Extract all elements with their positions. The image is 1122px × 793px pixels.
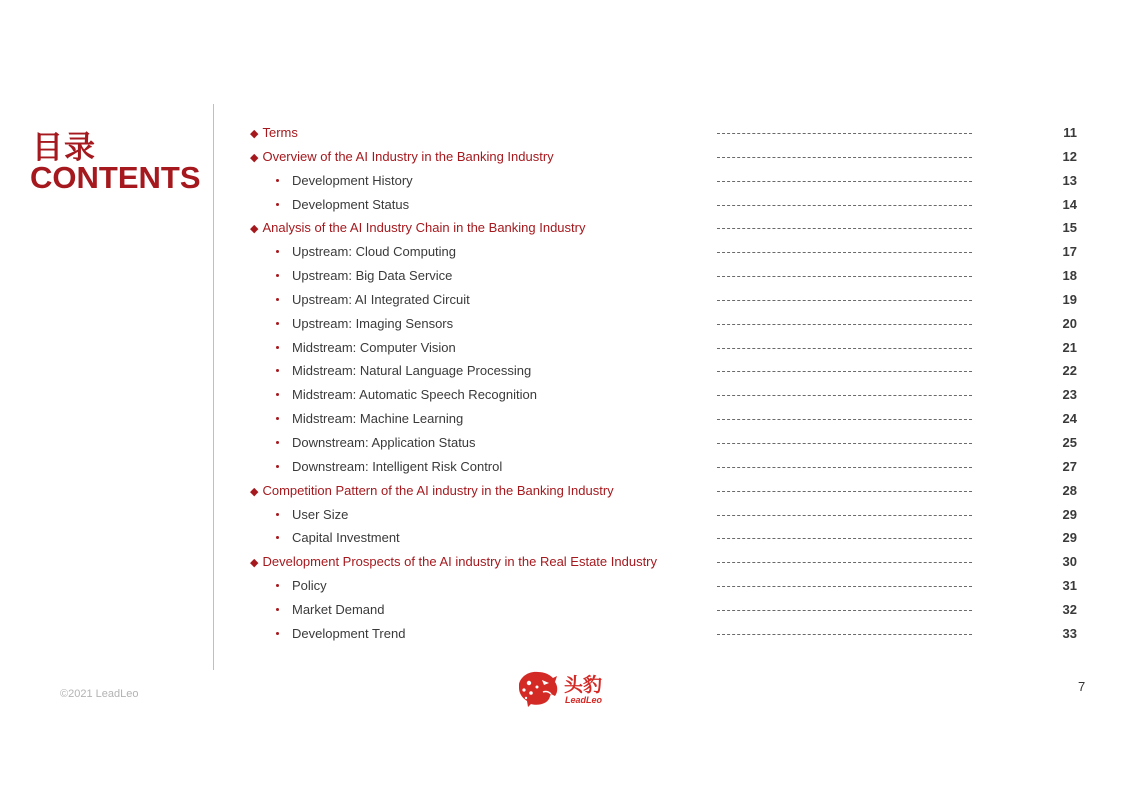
dot-bullet-icon <box>276 608 279 611</box>
toc-subsection-row[interactable] <box>250 289 1080 313</box>
toc-entry-text: Upstream: Imaging Sensors <box>292 315 454 331</box>
dotted-leader <box>717 252 972 253</box>
toc-subsection-row[interactable] <box>250 384 1080 408</box>
toc-entry-label <box>292 340 456 355</box>
toc-entry-text: Downstream: Intelligent Risk Control <box>292 458 503 474</box>
toc-entry-text: Development Status <box>292 196 410 212</box>
toc-subsection-row[interactable] <box>250 170 1080 194</box>
dot-bullet-icon <box>276 322 279 325</box>
toc-subsection-row[interactable] <box>250 623 1080 647</box>
toc-entry-text: Competition Pattern of the AI industry in the Banking Industry <box>262 482 614 498</box>
dotted-leader <box>717 157 972 158</box>
toc-section-row[interactable] <box>250 217 1080 241</box>
toc-page-number: 15 <box>1062 220 1077 236</box>
toc-page-number: 21 <box>1062 339 1077 355</box>
diamond-bullet-icon: ◆ <box>250 151 259 164</box>
toc-entry-label <box>292 578 327 593</box>
toc-entry-text: Development Prospects of the AI industry in the Real Estate Industry <box>262 554 658 570</box>
toc-page-number: 25 <box>1062 434 1077 450</box>
dot-bullet-icon <box>276 369 279 372</box>
toc-entry-text: Upstream: AI Integrated Circuit <box>292 291 470 307</box>
toc-subsection-row[interactable] <box>250 504 1080 528</box>
title-chinese: 目录 <box>32 130 96 166</box>
dot-bullet-icon <box>276 203 279 206</box>
toc-page-number: 19 <box>1062 291 1077 307</box>
toc-section-row[interactable] <box>250 146 1080 170</box>
dot-bullet-icon <box>276 513 279 516</box>
toc-entry-text: Development Trend <box>292 625 406 641</box>
dotted-leader <box>717 443 972 444</box>
toc-entry-label <box>292 363 531 378</box>
dotted-leader <box>717 348 972 349</box>
diamond-bullet-icon: ◆ <box>250 485 259 498</box>
dot-bullet-icon <box>276 632 279 635</box>
toc-entry-label <box>292 459 502 474</box>
dotted-leader <box>717 467 972 468</box>
toc-entry-label <box>250 220 585 235</box>
toc-entry-text: Upstream: Cloud Computing <box>292 244 457 260</box>
dotted-leader <box>717 228 972 229</box>
toc-entry-text: Midstream: Automatic Speech Recognition <box>292 387 537 403</box>
toc-subsection-row[interactable] <box>250 575 1080 599</box>
toc-subsection-row[interactable] <box>250 337 1080 361</box>
dot-bullet-icon <box>276 584 279 587</box>
toc-page-number: 28 <box>1062 482 1077 498</box>
dotted-leader <box>717 419 972 420</box>
dotted-leader <box>717 276 972 277</box>
toc-entry-label <box>292 244 456 259</box>
dot-bullet-icon <box>276 179 279 182</box>
dot-bullet-icon <box>276 417 279 420</box>
dotted-leader <box>717 181 972 182</box>
dot-bullet-icon <box>276 250 279 253</box>
vertical-divider <box>213 104 214 670</box>
toc-entry-label <box>250 125 298 140</box>
diamond-bullet-icon: ◆ <box>250 557 259 570</box>
toc-entry-text: Capital Investment <box>292 530 400 546</box>
toc-subsection-row[interactable] <box>250 527 1080 551</box>
toc-entry-text: Midstream: Computer Vision <box>292 339 456 355</box>
toc-entry-text: Terms <box>262 125 298 140</box>
toc-page-number: 13 <box>1062 172 1077 188</box>
toc-entry-label <box>292 173 413 188</box>
dot-bullet-icon <box>276 393 279 396</box>
toc-page-number: 22 <box>1062 363 1077 379</box>
toc-page-number: 14 <box>1062 196 1077 212</box>
dotted-leader <box>717 324 972 325</box>
toc-section-row[interactable] <box>250 480 1080 504</box>
toc-entry-label <box>250 483 614 498</box>
dot-bullet-icon <box>276 298 279 301</box>
dotted-leader <box>717 610 972 611</box>
toc-entry-label <box>292 530 400 545</box>
toc-subsection-row[interactable] <box>250 265 1080 289</box>
toc-entry-label <box>292 411 463 426</box>
dotted-leader <box>717 205 972 206</box>
toc-section-row[interactable] <box>250 551 1080 575</box>
toc-entry-label <box>292 387 537 402</box>
toc-subsection-row[interactable] <box>250 599 1080 623</box>
dotted-leader <box>717 395 972 396</box>
toc-entry-label <box>292 626 405 641</box>
leopard-head-icon <box>516 668 560 708</box>
dotted-leader <box>717 300 972 301</box>
dotted-leader <box>717 562 972 563</box>
dotted-leader <box>717 133 972 134</box>
leadleo-logo <box>516 668 616 708</box>
toc-page-number: 24 <box>1062 411 1077 427</box>
dotted-leader <box>717 634 972 635</box>
toc-page-number: 29 <box>1062 530 1077 546</box>
toc-subsection-row[interactable] <box>250 194 1080 218</box>
toc-entry-label <box>292 292 470 307</box>
toc-entry-label <box>292 316 453 331</box>
toc-entry-text: Midstream: Natural Language Processing <box>292 363 532 379</box>
table-of-contents <box>250 122 1080 647</box>
diamond-bullet-icon: ◆ <box>250 223 259 236</box>
toc-subsection-row[interactable] <box>250 360 1080 384</box>
toc-subsection-row[interactable] <box>250 241 1080 265</box>
toc-entry-text: Development History <box>292 172 413 188</box>
toc-subsection-row[interactable] <box>250 408 1080 432</box>
toc-page-number: 31 <box>1062 578 1077 594</box>
toc-entry-text: Upstream: Big Data Service <box>292 268 453 284</box>
toc-entry-label <box>292 435 476 450</box>
toc-entry-text: User Size <box>292 506 349 522</box>
toc-section-row[interactable] <box>250 122 1080 146</box>
toc-page-number: 30 <box>1062 554 1077 570</box>
dotted-leader <box>717 491 972 492</box>
dot-bullet-icon <box>276 346 279 349</box>
toc-entry-text: Policy <box>292 578 327 594</box>
dot-bullet-icon <box>276 465 279 468</box>
toc-entry-label <box>292 507 348 522</box>
dotted-leader <box>717 371 972 372</box>
toc-subsection-row[interactable] <box>250 456 1080 480</box>
toc-entry-text: Market Demand <box>292 601 385 617</box>
toc-page-number: 27 <box>1062 458 1077 474</box>
toc-page-number: 17 <box>1062 244 1077 260</box>
logo-text-en: LeadLeo <box>565 695 603 705</box>
toc-entry-text: Midstream: Machine Learning <box>292 411 464 427</box>
toc-page-number: 12 <box>1062 148 1077 164</box>
dotted-leader <box>717 586 972 587</box>
toc-entry-text: Analysis of the AI Industry Chain in the Banking Industry <box>262 220 586 236</box>
toc-subsection-row[interactable] <box>250 313 1080 337</box>
toc-page-number: 32 <box>1062 601 1077 617</box>
toc-entry-label <box>292 197 409 212</box>
toc-entry-label <box>250 149 554 164</box>
toc-entry-label <box>292 602 384 617</box>
diamond-bullet-icon: ◆ <box>250 128 259 140</box>
toc-page-number: 18 <box>1062 268 1077 284</box>
dot-bullet-icon <box>276 441 279 444</box>
page-number: 7 <box>1078 679 1086 694</box>
toc-page-number: 11 <box>1063 125 1077 140</box>
toc-entry-text: Downstream: Application Status <box>292 434 476 450</box>
toc-page-number: 23 <box>1062 387 1077 403</box>
dot-bullet-icon <box>276 274 279 277</box>
toc-page-number: 33 <box>1062 625 1077 641</box>
toc-subsection-row[interactable] <box>250 432 1080 456</box>
toc-entry-label <box>250 554 657 569</box>
toc-entry-text: Overview of the AI Industry in the Banking Industry <box>262 148 554 164</box>
toc-entry-label <box>292 268 452 283</box>
dotted-leader <box>717 538 972 539</box>
toc-page-number: 20 <box>1062 315 1077 331</box>
dotted-leader <box>717 515 972 516</box>
footer-copyright: ©2021 LeadLeo <box>60 688 139 700</box>
toc-page-number: 29 <box>1062 506 1077 522</box>
dot-bullet-icon <box>276 536 279 539</box>
logo-text-cn: 头豹 <box>564 674 603 696</box>
page-title: CONTENTS <box>30 160 201 195</box>
